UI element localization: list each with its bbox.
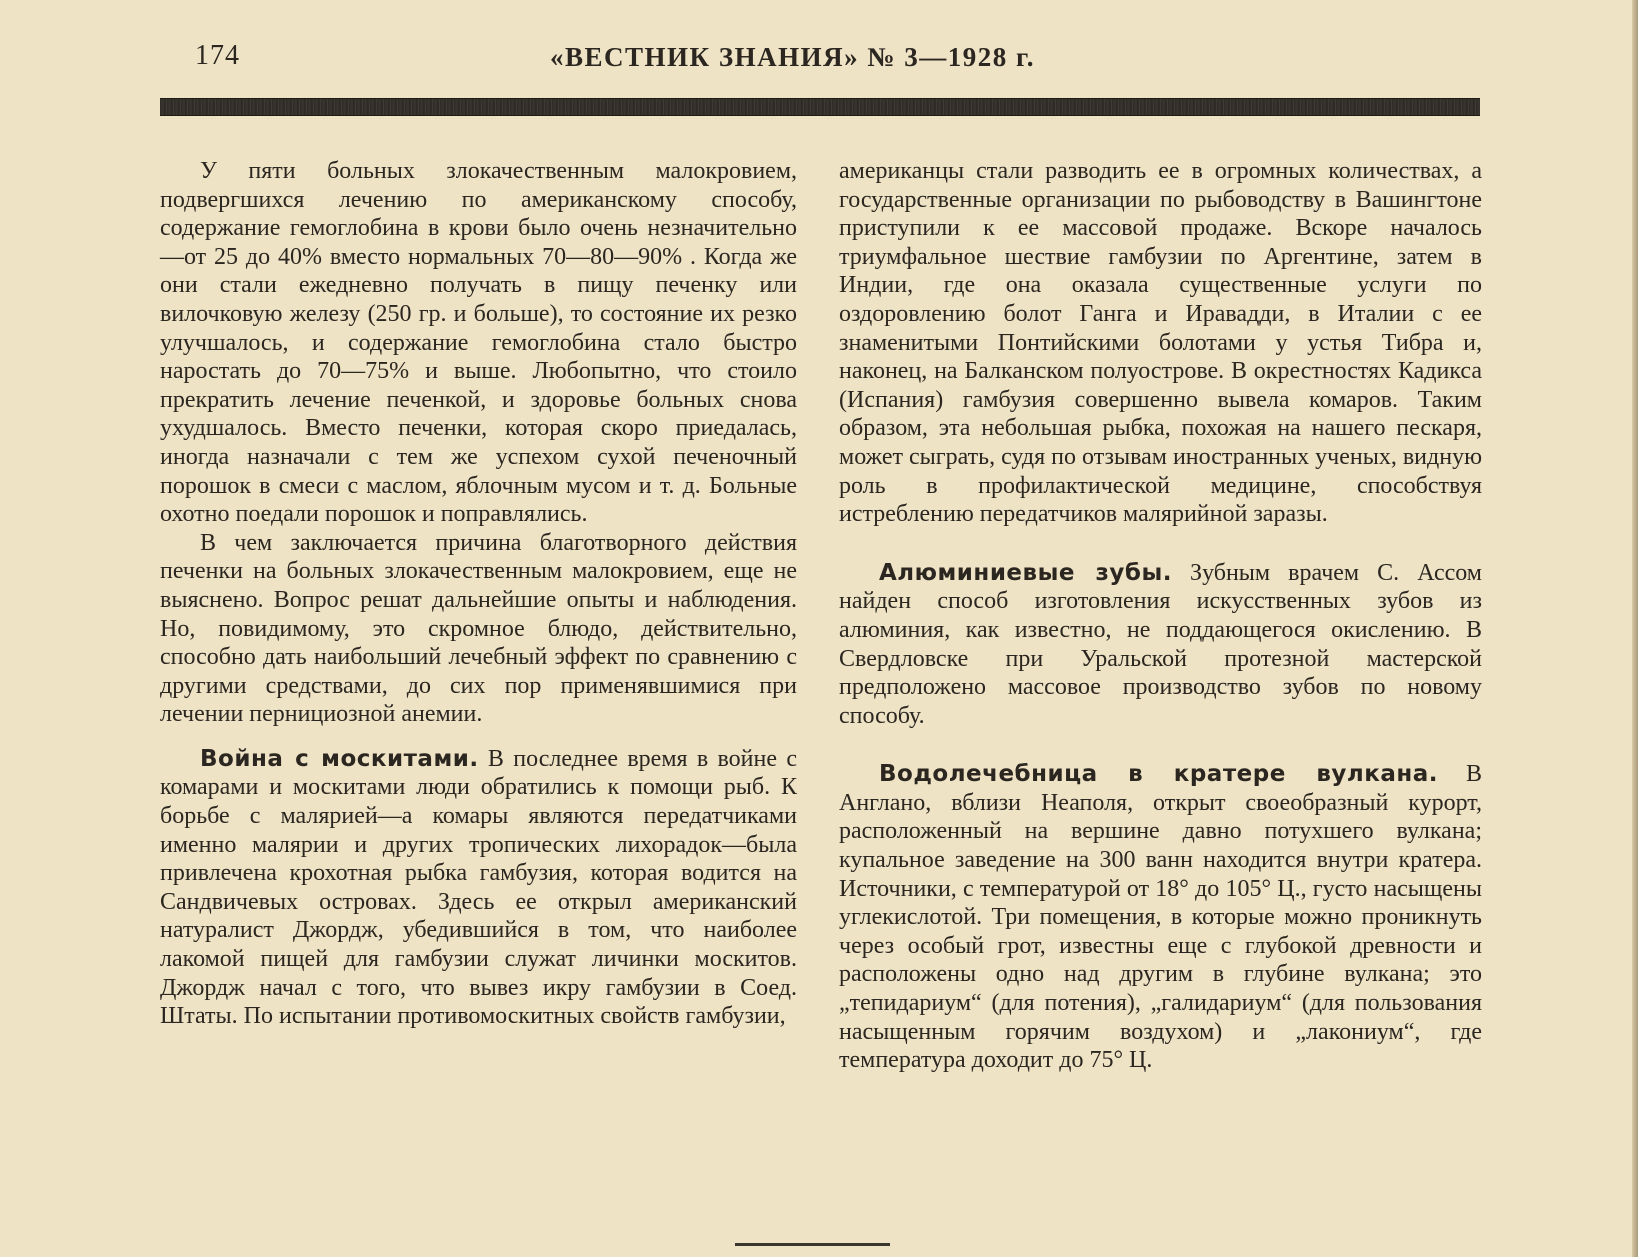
article-text-aluminum-teeth: Зубным врачем С. Ассом найден способ изготовления искусственных зубов из алюминия, как известно, не поддающегося окислению. В Свердловске при Уральской протезной мастерской предположено массовое производство зубов по новому способу. (839, 559, 1482, 729)
page-header (195, 40, 1480, 80)
article-paragraph-liver-therapy: У пяти больных злокачественным малокровием, подвергшихся лечению по американскому способу, содержание гемоглобина в крови было очень незначительно—от 25 до 40% вместо нормальных 70—80—90% . Когда же они стали ежедневно получать в пищу печенку или вилочковую железу (250 гр. и больше), то состояние их резко улучшалось, и содержание гемоглобина стало быстро наростать до 70—75% и выше. Любопытно, что стоило прекратить лечение печенкой, и здоровье больных снова ухудшалось. Вместо печенки, которая скоро приедалась, иногда назначали с тем же успехом сухой печеночный порошок в смеси с маслом, яблочным мусом и т. д. Больные охотно поедали порошок и поправлялись. (160, 158, 797, 528)
right-column (839, 157, 1482, 1075)
article-mosquito-war (160, 745, 797, 1031)
section-heading-mosquito-war: Война с москитами. (200, 745, 479, 772)
article-aluminum-teeth (839, 559, 1482, 731)
journal-title: «ВЕСТНИК ЗНАНИЯ» № 3—1928 г. (550, 42, 1035, 72)
left-column (160, 157, 797, 1031)
page-number: 174 (195, 40, 240, 71)
footer-rule (735, 1243, 890, 1246)
article-text-volcano-spa: В Англано, вблизи Неаполя, открыт своеобразный курорт, расположенный на вершине давно потухшего вулкана; купальное заведение на 300 ванн находится внутри кратера. Источники, с температурой от 18° до 105° Ц., густо насыщены углекислотой. Три помещения, в которые можно проникнуть через особый грот, известны еще с глубокой древности и расположены одно над другим в глубине вулкана; это „тепидариум“ (для потения), „галидариум“ (для пользования насыщенным горячим воздухом) и „лакониум“, где температура доходит до 75° Ц. (839, 761, 1482, 1074)
header-rule (160, 98, 1480, 116)
article-volcano-spa (839, 760, 1482, 1075)
article-text-mosquito-war: В последнее время в войне с комарами и москитами люди обратились к помощи рыб. К борьбе с малярией—а комары являются передатчиками именно малярии и других тропических лихорадок—была привлечена крохотная рыбка гамбузия, которая водится на Сандвичевых островах. Здесь ее открыл американский натуралист Джордж, убедившийся в том, что наиболее лакомой пищей для гамбузии служат личинки москитов. Джордж начал с того, что вывез икру гамбузии в Соед. Штаты. По испытании противомоскитных свойств гамбузии, (160, 745, 797, 1030)
page-edge (1632, 0, 1638, 1257)
section-heading-volcano-spa: Водолечебница в кратере вулкана. (879, 761, 1438, 788)
section-heading-aluminum-teeth: Алюминиевые зубы. (879, 559, 1172, 586)
article-paragraph-liver-conclusion: В чем заключается причина благотворного действия печенки на больных злокачественным малокровием, еще не выяснено. Вопрос решат дальнейшие опыты и наблюдения. Но, повидимому, это скромное блюдо, действительно, способно дать наибольший лечебный эффект по сравнению с другими средствами, до сих пор применявшимися при лечении пернициозной анемии. (160, 529, 797, 728)
article-paragraph-gambusia: американцы стали разводить ее в огромных количествах, а государственные организации по рыбоводству в Вашингтоне приступили к ее массовой продаже. Вскоре началось триумфальное шествие гамбузии по Аргентине, затем в Индии, где она оказала существенные услуги по оздоровлению болот Ганга и Иравадди, в Италии с ее знаменитыми Понтийскими болотами у устья Тибра и, наконец, на Балканском полуострове. В окрестностях Кадикса (Испания) гамбузия совершенно вывела комаров. Таким образом, эта небольшая рыбка, похожая на нашего пескаря, может сыграть, судя по отзывам иностранных ученых, видную роль в профилактической медицине, способствуя истреблению передатчиков малярийной заразы. (839, 158, 1482, 528)
